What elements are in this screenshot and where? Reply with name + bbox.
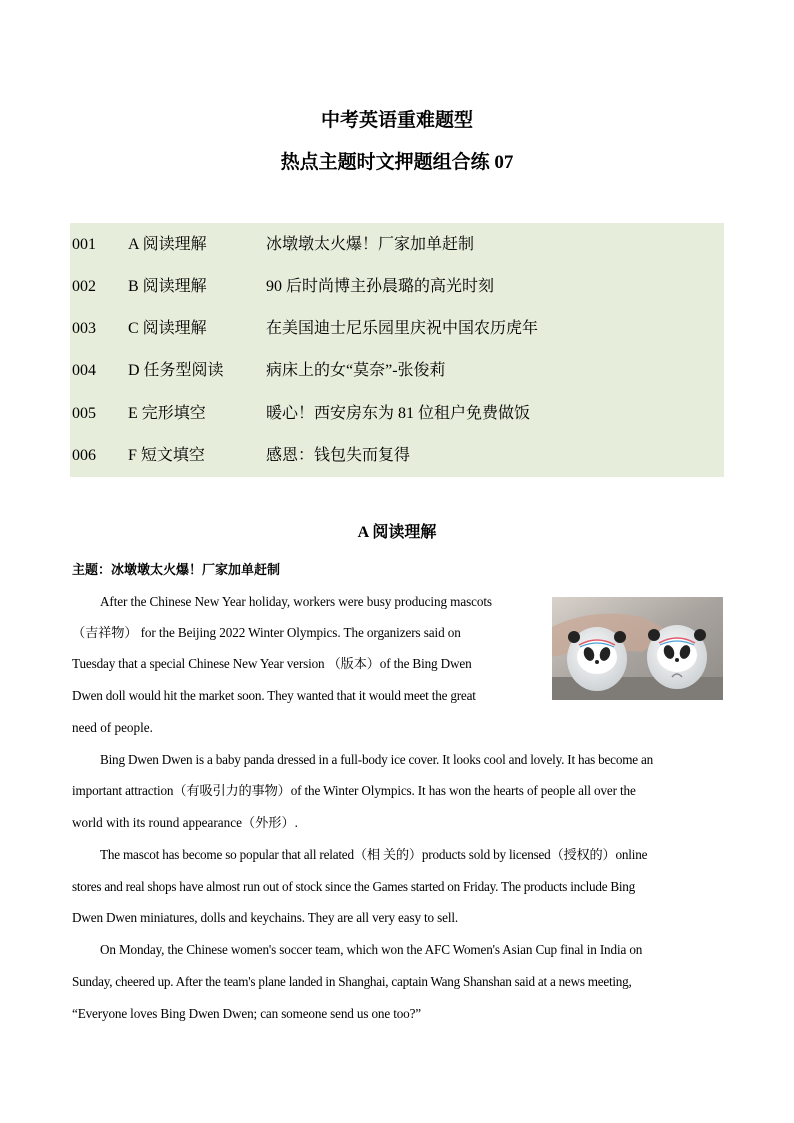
toc-row <box>70 351 724 391</box>
paragraph-line: need of people. <box>72 720 153 735</box>
toc-row <box>70 225 724 265</box>
paragraph-line: After the Chinese New Year holiday, workers were busy producing mascots <box>100 594 492 609</box>
section-heading: A 阅读理解 <box>357 524 437 541</box>
toc-section: C 阅读理解 <box>128 320 207 337</box>
toc-topic: 暖心！西安房东为 81 位租户免费做饭 <box>266 405 531 422</box>
mascot-photo <box>552 597 723 700</box>
toc-section: B 阅读理解 <box>128 278 207 295</box>
paragraph-line: important attraction（有吸引力的事物）of the Winter Olympics. It has won the hearts of people all over the <box>72 783 636 798</box>
paragraph-line: Dwen doll would hit the market soon. They wanted that it would meet the great <box>72 688 476 703</box>
paragraph-line: Tuesday that a special Chinese New Year version （版本）of the Bing Dwen <box>72 656 472 671</box>
paragraph-line: On Monday, the Chinese women's soccer team, which won the AFC Women's Asian Cup final in India on <box>100 942 643 957</box>
toc-topic: 在美国迪士尼乐园里庆祝中国农历虎年 <box>266 320 539 337</box>
paragraph-line: The mascot has become so popular that all related（相 关的）products sold by licensed（授权的）online <box>100 847 648 862</box>
section-theme: 主题：冰墩墩太火爆！厂家加单赶制 <box>72 563 281 578</box>
table-of-contents <box>70 223 724 477</box>
toc-row <box>70 309 724 349</box>
paragraph-line: “Everyone loves Bing Dwen Dwen; can someone send us one too?” <box>72 1006 422 1021</box>
toc-row <box>70 394 724 434</box>
toc-number: 001 <box>72 236 96 253</box>
toc-number: 006 <box>72 447 96 464</box>
toc-number: 005 <box>72 405 96 422</box>
paragraph-line: （吉祥物） for the Beijing 2022 Winter Olympics. The organizers said on <box>72 625 461 640</box>
toc-section: A 阅读理解 <box>128 236 207 253</box>
toc-section: D 任务型阅读 <box>128 362 224 379</box>
paragraph-line: world with its round appearance（外形）. <box>72 815 298 830</box>
toc-number: 004 <box>72 362 96 379</box>
paragraph-line: Dwen Dwen miniatures, dolls and keychains. They are all very easy to sell. <box>72 910 458 925</box>
paragraph-line: Bing Dwen Dwen is a baby panda dressed in a full-body ice cover. It looks cool and lovely. It has become an <box>100 752 654 767</box>
toc-topic: 病床上的女“莫奈”-张俊莉 <box>266 362 446 379</box>
paragraph-line: stores and real shops have almost run out of stock since the Games started on Friday. The products include Bing <box>72 879 635 894</box>
toc-number: 003 <box>72 320 96 337</box>
page-title: 中考英语重难题型 <box>320 110 473 131</box>
toc-topic: 冰墩墩太火爆！厂家加单赶制 <box>266 236 475 253</box>
paragraph-line: Sunday, cheered up. After the team's plane landed in Shanghai, captain Wang Shanshan said at a news meeting, <box>72 974 632 989</box>
toc-row <box>70 436 724 476</box>
toc-section: F 短文填空 <box>128 447 205 464</box>
toc-topic: 感恩：钱包失而复得 <box>266 447 411 464</box>
toc-number: 002 <box>72 278 96 295</box>
panda-mascot-photo-icon <box>552 597 723 700</box>
toc-topic: 90 后时尚博主孙晨璐的高光时刻 <box>266 278 495 295</box>
toc-section: E 完形填空 <box>128 405 206 422</box>
toc-row <box>70 267 724 307</box>
page-subtitle: 热点主题时文押题组合练 07 <box>280 152 514 173</box>
